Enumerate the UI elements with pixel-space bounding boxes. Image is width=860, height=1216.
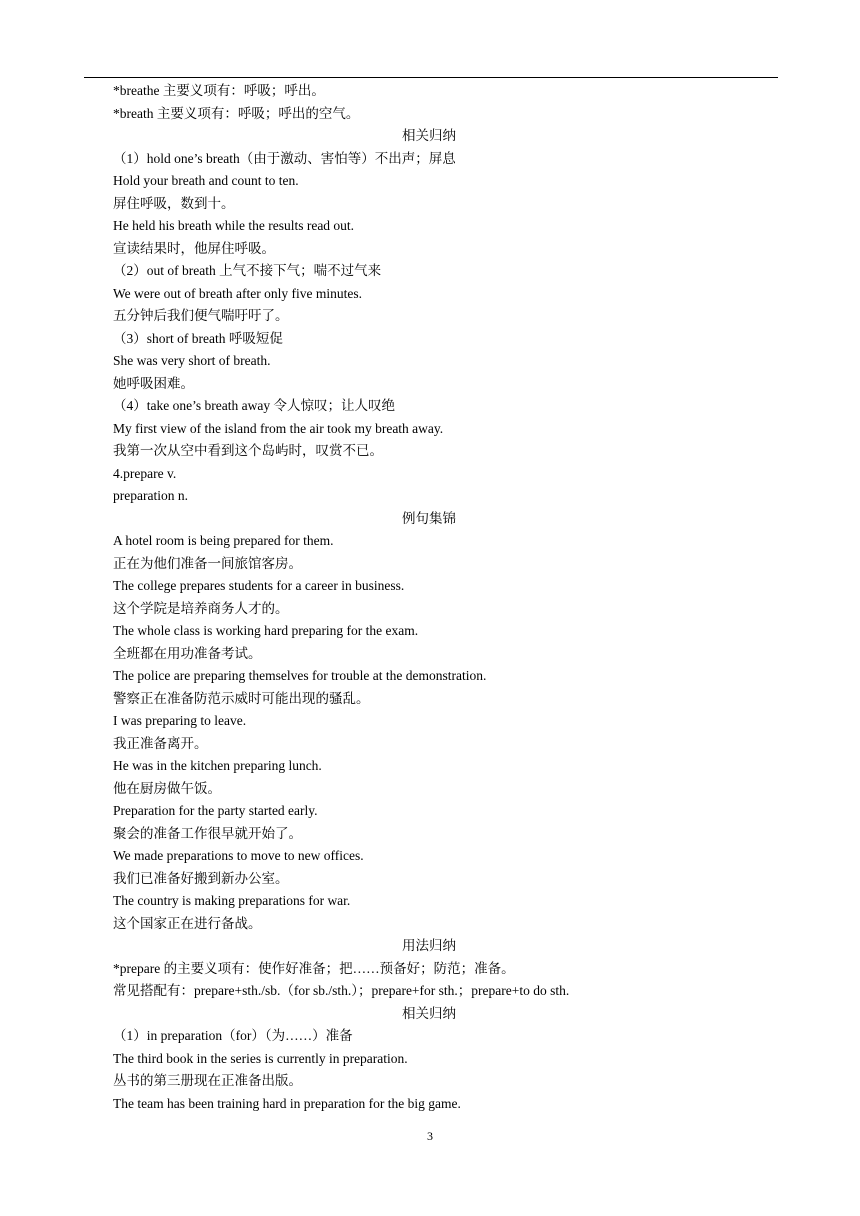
document-body	[113, 80, 745, 1115]
text-line: The whole class is working hard preparing for the exam.	[113, 623, 419, 638]
text-line: We made preparations to move to new offices.	[113, 848, 364, 863]
page-number: 3	[427, 1129, 433, 1143]
section-heading: 相关归纳	[402, 128, 456, 143]
text-line: The college prepares students for a career in business.	[113, 578, 405, 593]
text-line: I was preparing to leave.	[113, 713, 247, 728]
text-line: 这个学院是培养商务人才的。	[113, 600, 289, 616]
text-line: My first view of the island from the air took my breath away.	[113, 420, 444, 436]
text-line: 警察正在准备防范示威时可能出现的骚乱。	[113, 690, 370, 706]
text-line: The third book in the series is currently in preparation.	[113, 1050, 408, 1066]
text-line: （3）short of breath 呼吸短促	[113, 330, 283, 346]
text-line: 全班都在用功准备考试。	[113, 645, 262, 661]
text-line: The team has been training hard in preparation for the big game.	[113, 1095, 461, 1111]
text-line: 这个国家正在进行备战。	[113, 915, 262, 931]
text-line: 屏住呼吸，数到十。	[113, 195, 235, 211]
section-heading: 例句集锦	[402, 510, 456, 526]
text-line: Hold your breath and count to ten.	[113, 173, 299, 188]
section-heading: 相关归纳	[402, 1005, 456, 1021]
text-line: （1）hold one’s breath（由于激动、害怕等）不出声；屏息	[113, 150, 456, 166]
text-line: *breath 主要义项有：呼吸；呼出的空气。	[113, 105, 360, 121]
text-line: 正在为他们准备一间旅馆客房。	[113, 555, 302, 571]
text-line: 她呼吸困难。	[113, 375, 194, 391]
text-line: 我第一次从空中看到这个岛屿时，叹赏不已。	[113, 443, 383, 458]
text-line: 五分钟后我们便气喘吁吁了。	[113, 308, 289, 323]
text-line: 丛书的第三册现在正准备出版。	[113, 1073, 302, 1088]
text-line: （1）in preparation（for）（为……）准备	[113, 1028, 353, 1043]
text-line: *prepare 的主要义项有：使作好准备；把……预备好；防范；准备。	[113, 960, 515, 976]
header-rule	[84, 77, 778, 78]
text-line: 常见搭配有：prepare+sth./sb.（for sb./sth.）；prepare+for sth.；prepare+to do sth.	[113, 983, 570, 998]
text-line: （4）take one’s breath away 令人惊叹；让人叹绝	[113, 398, 395, 413]
text-line: A hotel room is being prepared for them.	[113, 533, 334, 548]
text-line: We were out of breath after only five minutes.	[113, 285, 362, 301]
text-line: He was in the kitchen preparing lunch.	[113, 758, 322, 773]
text-line: The country is making preparations for war.	[113, 893, 351, 908]
text-line: 4.prepare v.	[113, 465, 177, 481]
section-heading: 用法归纳	[402, 938, 456, 953]
text-line: 我们已准备好搬到新办公室。	[113, 870, 289, 886]
text-line: 我正准备离开。	[113, 735, 208, 751]
text-line: （2）out of breath 上气不接下气；喘不过气来	[113, 263, 382, 278]
text-line: 他在厨房做午饭。	[113, 780, 221, 796]
text-line: The police are preparing themselves for trouble at the demonstration.	[113, 668, 487, 683]
text-line: She was very short of breath.	[113, 353, 271, 368]
text-line: *breathe 主要义项有：呼吸；呼出。	[113, 83, 325, 98]
text-line: Preparation for the party started early.	[113, 803, 318, 818]
text-line: He held his breath while the results read out.	[113, 218, 355, 233]
text-line: 宣读结果时，他屏住呼吸。	[113, 240, 275, 256]
text-line: preparation n.	[113, 488, 188, 503]
text-line: 聚会的准备工作很早就开始了。	[113, 825, 302, 841]
